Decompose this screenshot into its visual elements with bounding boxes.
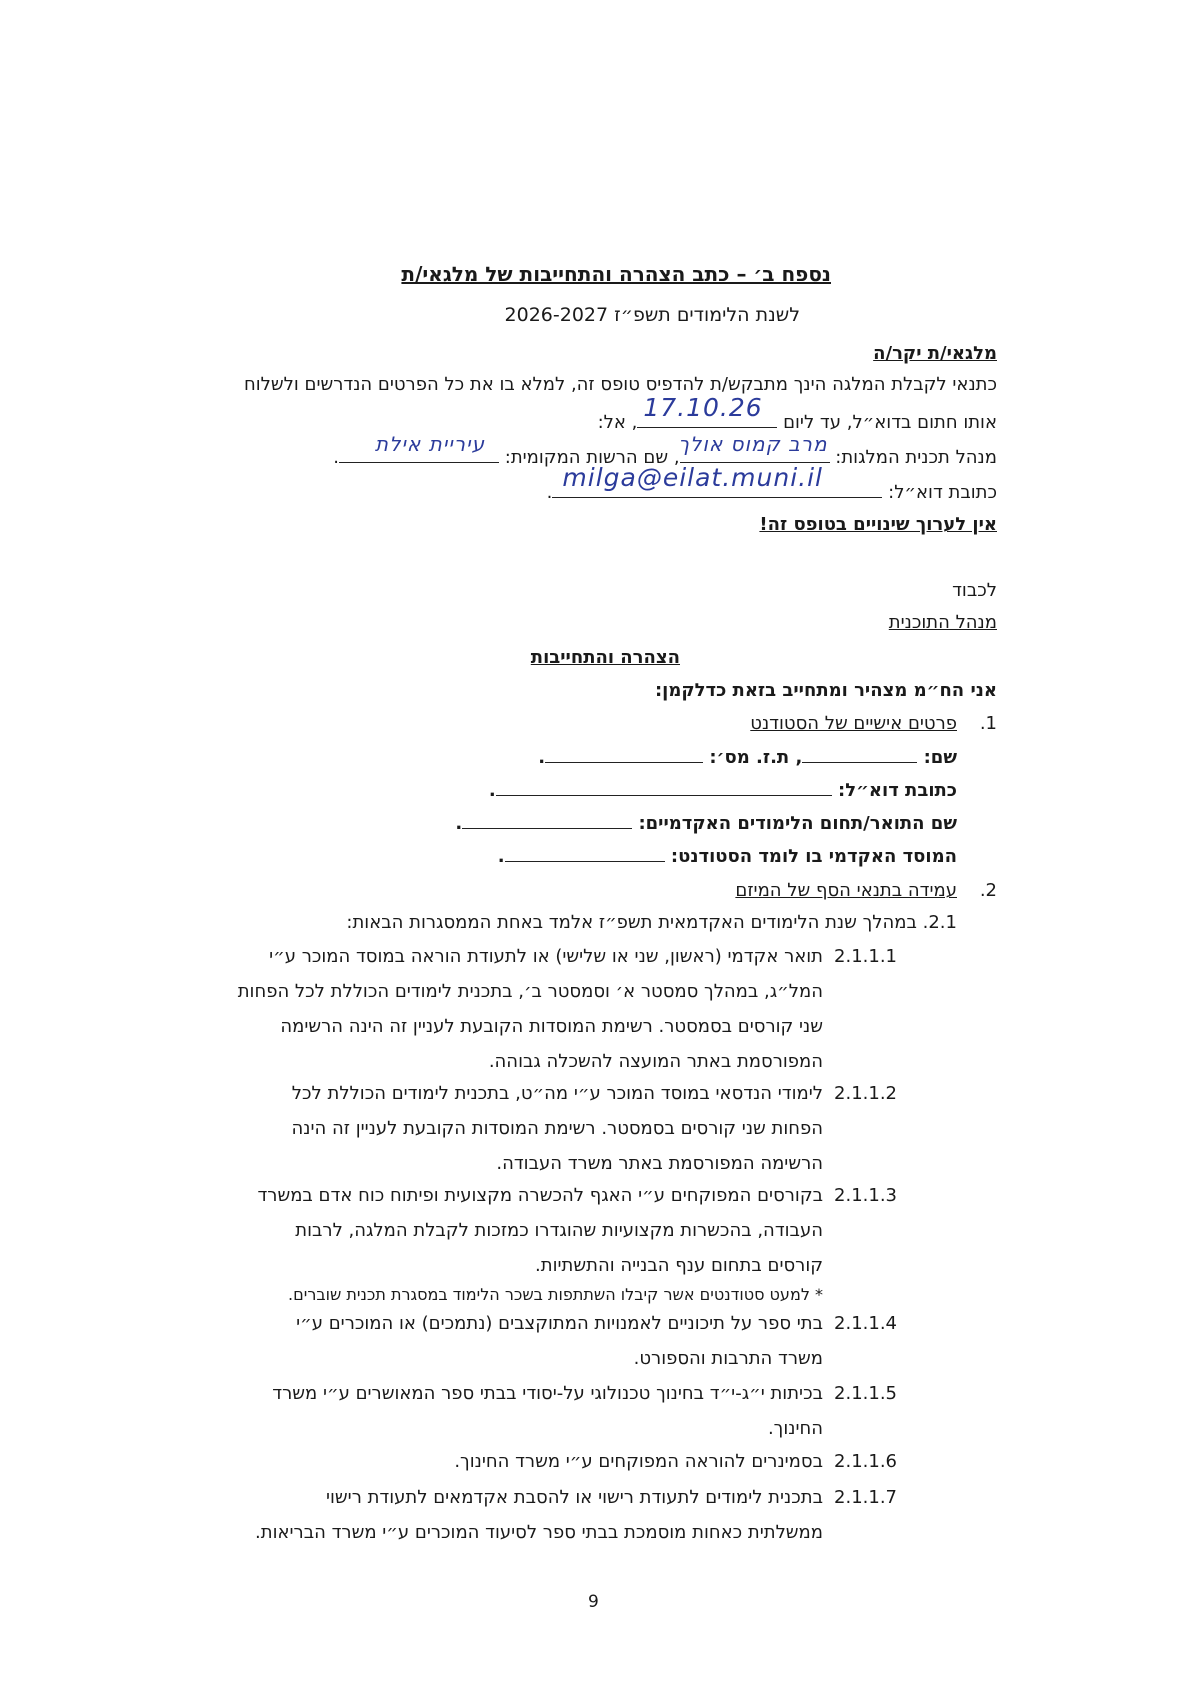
manager-label: מנהל תכנית המלגות:	[835, 447, 997, 468]
addressee-who: מנהל התוכנית	[888, 612, 997, 633]
intro-line-4: כתובת דוא״ל: milga@eilat.muni.il .	[546, 463, 997, 503]
item-line: שני קורסים בסמסטר. רשימת המוסדות הקובעת לעניין זה הינה הרשימה	[280, 1016, 823, 1037]
intro-line2-suffix: , אל:	[597, 412, 638, 433]
salutation: מלגאי/ת יקר/ה	[873, 343, 997, 364]
item-line: בקורסים המפוקחים ע״י האגף להכשרה מקצועית ופיתוח כוח אדם במשרד	[257, 1185, 823, 1206]
item-line: בתכנית לימודים לתעודת רישוי או להסבת אקדמאים לתעודת רישוי	[326, 1487, 823, 1508]
page-number: 9	[588, 1592, 599, 1612]
item-line: בכיתות י״ג-י״ד בחינוך טכנולוגי על-יסודי בבתי ספר המאושרים ע״י משרד	[272, 1383, 823, 1404]
item-number: 2.1.1.3	[834, 1185, 897, 1206]
item-number: 2.1.1.2	[834, 1083, 897, 1104]
section2-title: עמידה בתנאי הסף של המיזם	[735, 880, 957, 901]
item-line: ממשלתית כאחות מוסמכת בבתי ספר לסיעוד המוכרים ע״י משרד הבריאות.	[255, 1522, 823, 1543]
authority-label: , שם הרשות המקומית:	[504, 447, 680, 468]
degree-input[interactable]	[462, 812, 632, 829]
degree-label: שם התואר/תחום הלימודים האקדמיים:	[638, 813, 957, 834]
intro-line-1: כתנאי לקבלת המלגה הינך מתבקש/ת להדפיס טופס זה, למלא בו את כל הפרטים הנדרשים ולשלוח	[244, 374, 997, 395]
document-title: נספח ב׳ – כתב הצהרה והתחייבות של מלגאי/ת	[401, 262, 831, 286]
no-edit-warning: אין לערוך שינויים בטופס זה!	[759, 514, 997, 535]
item-line: לימודי הנדסאי במוסד המוכר ע״י מה״ט, בתכנית לימודים הכוללת לכל	[291, 1083, 823, 1104]
name-input[interactable]	[802, 746, 917, 763]
authority-handwriting: עיריית אילת	[374, 432, 486, 456]
item-line: תואר אקדמי (ראשון, שני או שלישי) או לתעודת הוראה במוסד המוכר ע״י	[269, 946, 823, 967]
manager-field[interactable]	[678, 432, 830, 463]
item-line: בסמינרים להוראה המפוקחים ע״י משרד החינוך.	[454, 1451, 823, 1472]
section2-number: 2.	[979, 880, 997, 901]
student-email-input[interactable]	[496, 779, 832, 796]
item-line: משרד התרבות והספורט.	[633, 1348, 823, 1369]
document-subtitle: לשנת הלימודים תשפ״ז 2026-2027	[504, 304, 800, 326]
intro-line-3: מנהל תכנית המלגות: מרב קמוס אולך , שם הרשות המקומית: עיריית אילת .	[333, 432, 997, 468]
authority-field[interactable]	[339, 432, 499, 463]
institution-input[interactable]	[505, 845, 665, 862]
item-number: 2.1.1.1	[834, 946, 897, 967]
deadline-field[interactable]	[637, 393, 777, 428]
name-row: שם: , ת.ז. מס׳: .	[538, 747, 957, 768]
email-label: כתובת דוא״ל:	[888, 482, 997, 503]
manager-handwriting: מרב קמוס אולך	[678, 432, 828, 456]
deadline-handwriting: 17.10.26	[643, 393, 763, 422]
institution-row: המוסד האקדמי בו לומד הסטודנט: .	[497, 846, 957, 867]
institution-label: המוסד האקדמי בו לומד הסטודנט:	[670, 846, 957, 867]
footnote: * למעט סטודנטים אשר קיבלו השתתפות בשכר הלימוד במסגרת תכנית שוברים.	[288, 1285, 823, 1304]
email-handwriting: milga@eilat.muni.il	[562, 463, 823, 492]
item-line: הפחות שני קורסים בסמסטר. רשימת המוסדות הקובעת לעניין זה הינה	[291, 1118, 823, 1139]
item-line: המל״ג, במהלך סמסטר א׳ וסמסטר ב׳, בתכנית לימודים הכוללת לכל הפחות	[237, 981, 823, 1002]
item-line: קורסים בתחום ענף הבנייה והתשתיות.	[535, 1255, 823, 1276]
declaration-lead: אני הח״מ מצהיר ומתחייב בזאת כדלקמן:	[654, 680, 997, 701]
item-number: 2.1.1.6	[834, 1451, 897, 1472]
item-line: הרשימה המפורסמת באתר משרד העבודה.	[496, 1153, 823, 1174]
student-email-label: כתובת דוא״ל:	[838, 780, 957, 801]
item-line: המפורסמת באתר המועצה להשכלה גבוהה.	[488, 1051, 823, 1072]
item-number: 2.1.1.4	[834, 1313, 897, 1334]
intro-line-2	[597, 393, 997, 433]
name-label: שם:	[923, 747, 957, 768]
addressee-to: לכבוד	[952, 580, 997, 601]
section1-number: 1.	[979, 713, 997, 734]
declaration-title: הצהרה והתחייבות	[530, 647, 680, 668]
section2-intro: 2.1. במהלך שנת הלימודים האקדמאית תשפ״ז אלמד באחת הממסגרות הבאות:	[346, 912, 957, 933]
student-email-row: כתובת דוא״ל: .	[488, 780, 957, 801]
item-line: החינוך.	[767, 1418, 823, 1439]
id-label: , ת.ז. מס׳:	[709, 747, 803, 768]
id-input[interactable]	[545, 746, 703, 763]
section1-title: פרטים אישיים של הסטודנט	[750, 713, 957, 734]
item-line: העבודה, בהכשרות מקצועיות שהוגדרו כמזכות לקבלת המלגה, לרבות	[295, 1220, 823, 1241]
item-number: 2.1.1.7	[834, 1487, 897, 1508]
intro-line2-prefix: אותו חתום בדוא״ל, עד ליום	[783, 412, 997, 433]
degree-row: שם התואר/תחום הלימודים האקדמיים: .	[455, 813, 957, 834]
item-number: 2.1.1.5	[834, 1383, 897, 1404]
item-line: בתי ספר על תיכוניים לאמנויות המתוקצבים (נתמכים) או המוכרים ע״י	[296, 1313, 823, 1334]
